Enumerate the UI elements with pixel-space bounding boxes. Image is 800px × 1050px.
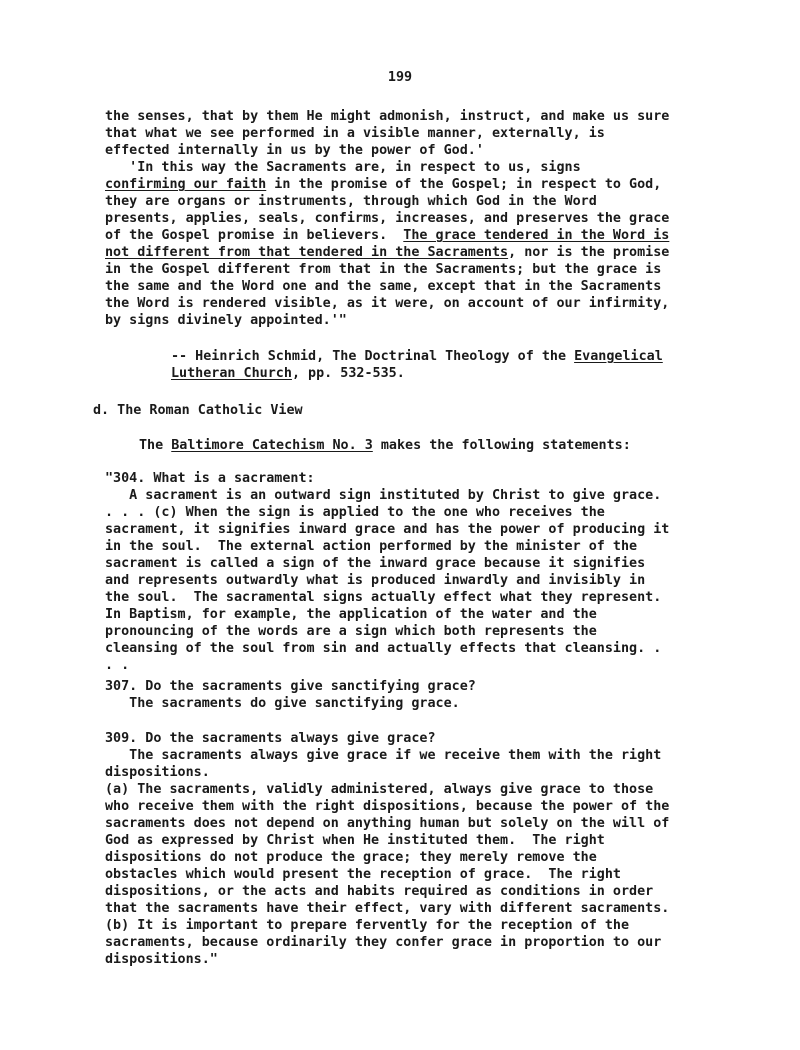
text-line: cleansing of the soul from sin and actually effects that cleansing. . — [105, 641, 662, 656]
attribution-text: -- Heinrich Schmid, The Doctrinal Theology of the — [171, 349, 575, 364]
text-line: . . — [105, 658, 130, 673]
text-line: pronouncing of the words are a sign which both represents the — [105, 624, 597, 639]
book-title: Lutheran Church — [171, 366, 292, 381]
attribution-text: , pp. 532-535. — [291, 366, 405, 381]
text-line: in the promise of the Gospel; in respect to God, — [266, 177, 662, 192]
text-line: dispositions." — [105, 952, 218, 967]
text-line: effected internally in us by the power of God.' — [105, 143, 484, 158]
question-309 — [105, 730, 725, 968]
text-line: The sacraments always give grace if we receive them with the right — [105, 748, 662, 763]
text-line: sacrament, it signifies inward grace and has the power of producing it — [105, 522, 670, 537]
text-line: "304. What is a sacrament: — [105, 471, 315, 486]
text-line: and represents outwardly what is produced inwardly and invisibly in — [105, 573, 646, 588]
text-line: sacraments, because ordinarily they confer grace in proportion to our — [105, 935, 662, 950]
text-line: the Word is rendered visible, as it were, on account of our infirmity, — [105, 296, 670, 311]
question-307 — [105, 678, 725, 712]
text-line: by signs divinely appointed.'" — [105, 313, 347, 328]
text-line: 309. Do the sacraments always give grace? — [105, 731, 436, 746]
question-304 — [105, 470, 725, 674]
text-line: sacrament is called a sign of the inward grace because it signifies — [105, 556, 646, 571]
text-line: in the soul. The external action performed by the minister of the — [105, 539, 638, 554]
text-line: the soul. The sacramental signs actually effect what they represent. — [105, 590, 662, 605]
text-line: presents, applies, seals, confirms, increases, and preserves the grace — [105, 211, 670, 226]
text-line: obstacles which would present the reception of grace. The right — [105, 867, 621, 882]
text-line: (a) The sacraments, validly administered, always give grace to those — [105, 782, 654, 797]
text-line: of the Gospel promise in believers. — [105, 228, 404, 243]
text-line: in the Gospel different from that in the Sacraments; but the grace is — [105, 262, 662, 277]
text-line: dispositions. — [105, 765, 210, 780]
section-heading: d. The Roman Catholic View — [93, 403, 303, 418]
text-line: the same and the Word one and the same, except that in the Sacraments — [105, 279, 662, 294]
schmid-quote — [105, 108, 725, 329]
attribution — [171, 348, 731, 382]
text-line: (b) It is important to prepare fervently for the reception of the — [105, 918, 630, 933]
intro-text: makes the following statements: — [372, 438, 631, 453]
underlined-phrase: The grace tendered in the Word is — [403, 228, 670, 243]
text-line: The sacraments do give sanctifying grace. — [105, 696, 460, 711]
catechism-title: Baltimore Catechism No. 3 — [171, 438, 373, 453]
text-line: dispositions do not produce the grace; they merely remove the — [105, 850, 597, 865]
text-line: 'In this way the Sacraments are, in respect to us, signs — [105, 160, 581, 175]
text-line: God as expressed by Christ when He instituted them. The right — [105, 833, 605, 848]
text-line: that the sacraments have their effect, vary with different sacraments. — [105, 901, 670, 916]
text-line: they are organs or instruments, through which God in the Word — [105, 194, 597, 209]
intro-text: The — [139, 438, 172, 453]
text-line: , nor is the promise — [508, 245, 670, 260]
text-line: In Baptism, for example, the application of the water and the — [105, 607, 597, 622]
underlined-phrase: confirming our faith — [105, 177, 267, 192]
text-line: that what we see performed in a visible manner, externally, is — [105, 126, 605, 141]
text-line: the senses, that by them He might admonish, instruct, and make us sure — [105, 109, 670, 124]
text-line: dispositions, or the acts and habits required as conditions in order — [105, 884, 654, 899]
text-line: sacraments does not depend on anything human but solely on the will of — [105, 816, 670, 831]
book-title: Evangelical — [574, 349, 663, 364]
intro-line — [139, 437, 699, 454]
page-number: 199 — [387, 70, 413, 85]
text-line: . . . (c) When the sign is applied to the one who receives the — [105, 505, 605, 520]
text-line: 307. Do the sacraments give sanctifying grace? — [105, 679, 476, 694]
text-line: A sacrament is an outward sign instituted by Christ to give grace. — [105, 488, 662, 503]
underlined-phrase: not different from that tendered in the Sacraments — [105, 245, 509, 260]
text-line: who receive them with the right dispositions, because the power of the — [105, 799, 670, 814]
